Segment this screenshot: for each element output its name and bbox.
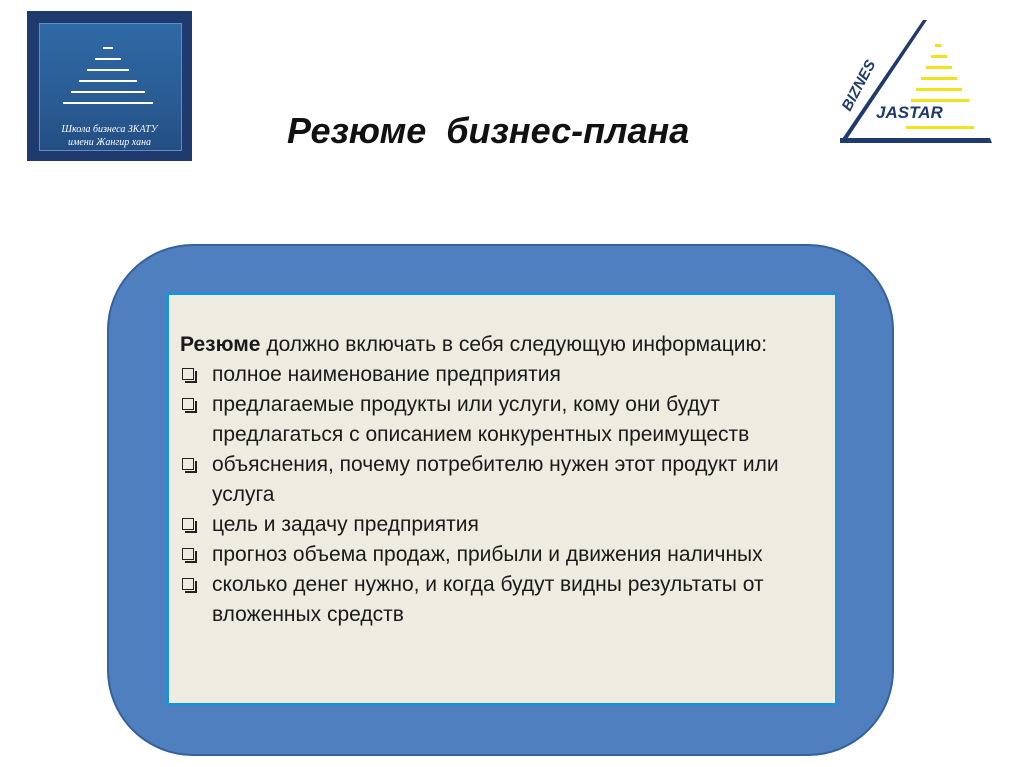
list-item [180, 540, 835, 570]
list-item-text: цель и задачу предприятия [212, 513, 479, 536]
checkbox-bullet-icon [182, 518, 194, 530]
checkbox-bullet-icon [182, 458, 194, 470]
checklist [180, 360, 835, 630]
school-logo-line1: Школа бизнеса ЗКАТУ [61, 124, 158, 135]
intro-rest: должно включать в себя следующую информацию: [260, 333, 768, 356]
checkbox-bullet-icon [182, 398, 194, 410]
intro-text [180, 330, 835, 360]
school-logo [27, 11, 192, 161]
jastar-text: JASTAR [876, 103, 943, 122]
list-item [180, 390, 835, 450]
checkbox-bullet-icon [182, 548, 194, 560]
biznes-text: BIZNES [838, 57, 880, 114]
page-title: Резюме бизнес-плана [287, 110, 690, 151]
list-item-text: объяснения, почему потребителю нужен этот продукт или услуга [212, 453, 779, 506]
school-logo-line2: имени Жангир хана [67, 137, 152, 148]
list-item [180, 570, 835, 630]
checkbox-bullet-icon [182, 368, 194, 380]
list-item [180, 360, 835, 390]
list-item [180, 510, 835, 540]
checkbox-bullet-icon [182, 578, 194, 590]
list-item-text: полное наименование предприятия [212, 363, 561, 386]
intro-bold: Резюме [180, 333, 261, 356]
list-item-text: сколько денег нужно, и когда будут видны результаты от вложенных средств [212, 573, 764, 626]
list-item-text: прогноз объема продаж, прибыли и движения наличных [212, 543, 763, 566]
biznes-jastar-logo [828, 14, 998, 149]
content-panel [166, 292, 838, 706]
list-item-text: предлагаемые продукты или услуги, кому они будут предлагаться с описанием конкурентных преимуществ [212, 393, 750, 446]
list-item [180, 450, 835, 510]
